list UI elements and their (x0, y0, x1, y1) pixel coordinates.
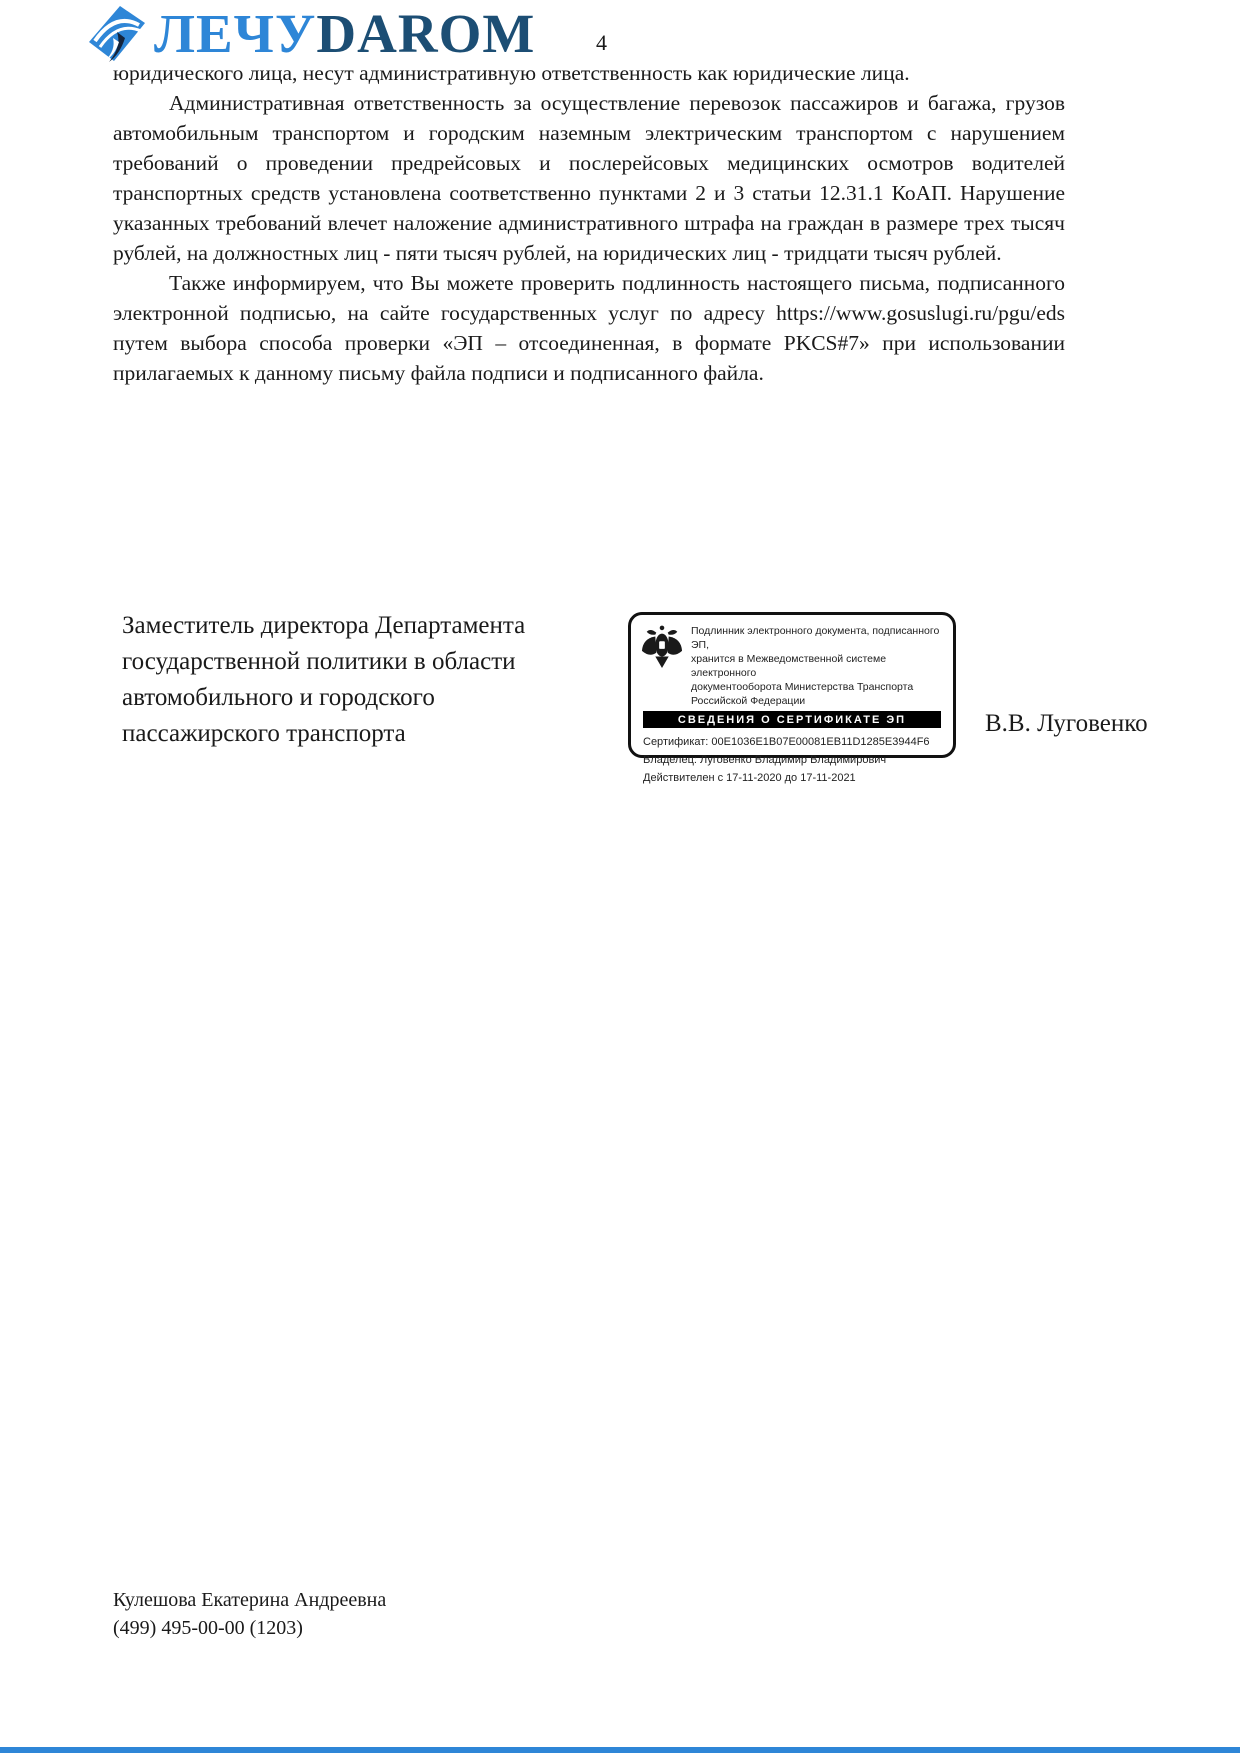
executor-name: Кулешова Екатерина Андреевна (113, 1589, 387, 1611)
position-line: пассажирского транспорта (122, 720, 406, 747)
logo-text-darom: DAROM (316, 3, 536, 64)
signatory-position (122, 608, 602, 752)
stamp-header (631, 615, 953, 710)
electronic-signature-stamp (628, 612, 956, 784)
page-number: 4 (596, 30, 607, 55)
logo (86, 4, 535, 64)
stamp-intro-text (691, 624, 945, 708)
position-line: Заместитель директора Департамента (122, 612, 526, 639)
executor-phone: (499) 495-00-00 (1203) (113, 1617, 303, 1639)
stamp-certificate-title: СВЕДЕНИЯ О СЕРТИФИКАТЕ ЭП (643, 711, 941, 728)
paragraph-continuation: юридического лица, несут административную ответственность как юридические лица. (113, 61, 910, 85)
stamp-intro-line: Российской Федерации (691, 695, 806, 707)
coat-of-arms-icon (641, 624, 683, 670)
logo-text-lechu: ЛЕЧУ (154, 3, 317, 64)
position-line: автомобильного и городского (122, 684, 435, 711)
paragraph-verification (113, 268, 1065, 388)
stamp-intro-line: хранится в Межведомственной системе электронного (691, 653, 887, 679)
letter-body (113, 58, 1065, 388)
signatory-name: В.В. Луговенко (985, 710, 1148, 737)
position-line: государственной политики в области (122, 648, 516, 675)
stamp-intro-line: Подлинник электронного документа, подписанного ЭП, (691, 625, 940, 651)
paragraph-administrative-liability: Административная ответственность за осуществление перевозок пассажиров и багажа, грузов автомобильным транспортом и городским наземным электрическим транспортом с нарушением требований о проведении предрейсовых и послерейсовых медицинских осмотров водителей транспортных средств установлена соответственно пунктами 2 и 3 статьи 12.31.1 КоАП. Нарушение указанных требований влечет наложение административного штрафа на граждан в размере трех тысяч рублей, на должностных лиц - пяти тысяч рублей, на юридических лиц - тридцати тысяч рублей. (113, 91, 1065, 265)
logo-icon (86, 4, 148, 64)
certificate-owner: Владелец: Луговенко Владимир Владимирович (643, 754, 887, 766)
stamp-certificate-details (631, 728, 953, 787)
paragraph-text-after-url: путем выбора способа проверки «ЭП – отсоединенная, в формате PKCS#7» при использовании прилагаемых к данному письму файла подписи и подписанного файла. (113, 331, 1065, 385)
logo-text (154, 4, 535, 64)
bottom-accent-bar (0, 1747, 1240, 1753)
gosuslugi-url[interactable]: https://www.gosuslugi.ru/pgu/eds (776, 301, 1065, 325)
certificate-validity: Действителен с 17-11-2020 до 17-11-2021 (643, 772, 856, 784)
paragraph-text-before-url: Также информируем, что Вы можете проверить подлинность настоящего письма, подписанного электронной подписью, на сайте государственных услуг по адресу (113, 271, 1065, 325)
executor-contact (113, 1586, 386, 1642)
certificate-number: Сертификат: 00E1036E1B07E00081EB11D1285E3944F6 (643, 736, 930, 748)
stamp-intro-line: документооборота Министерства Транспорта (691, 681, 914, 693)
